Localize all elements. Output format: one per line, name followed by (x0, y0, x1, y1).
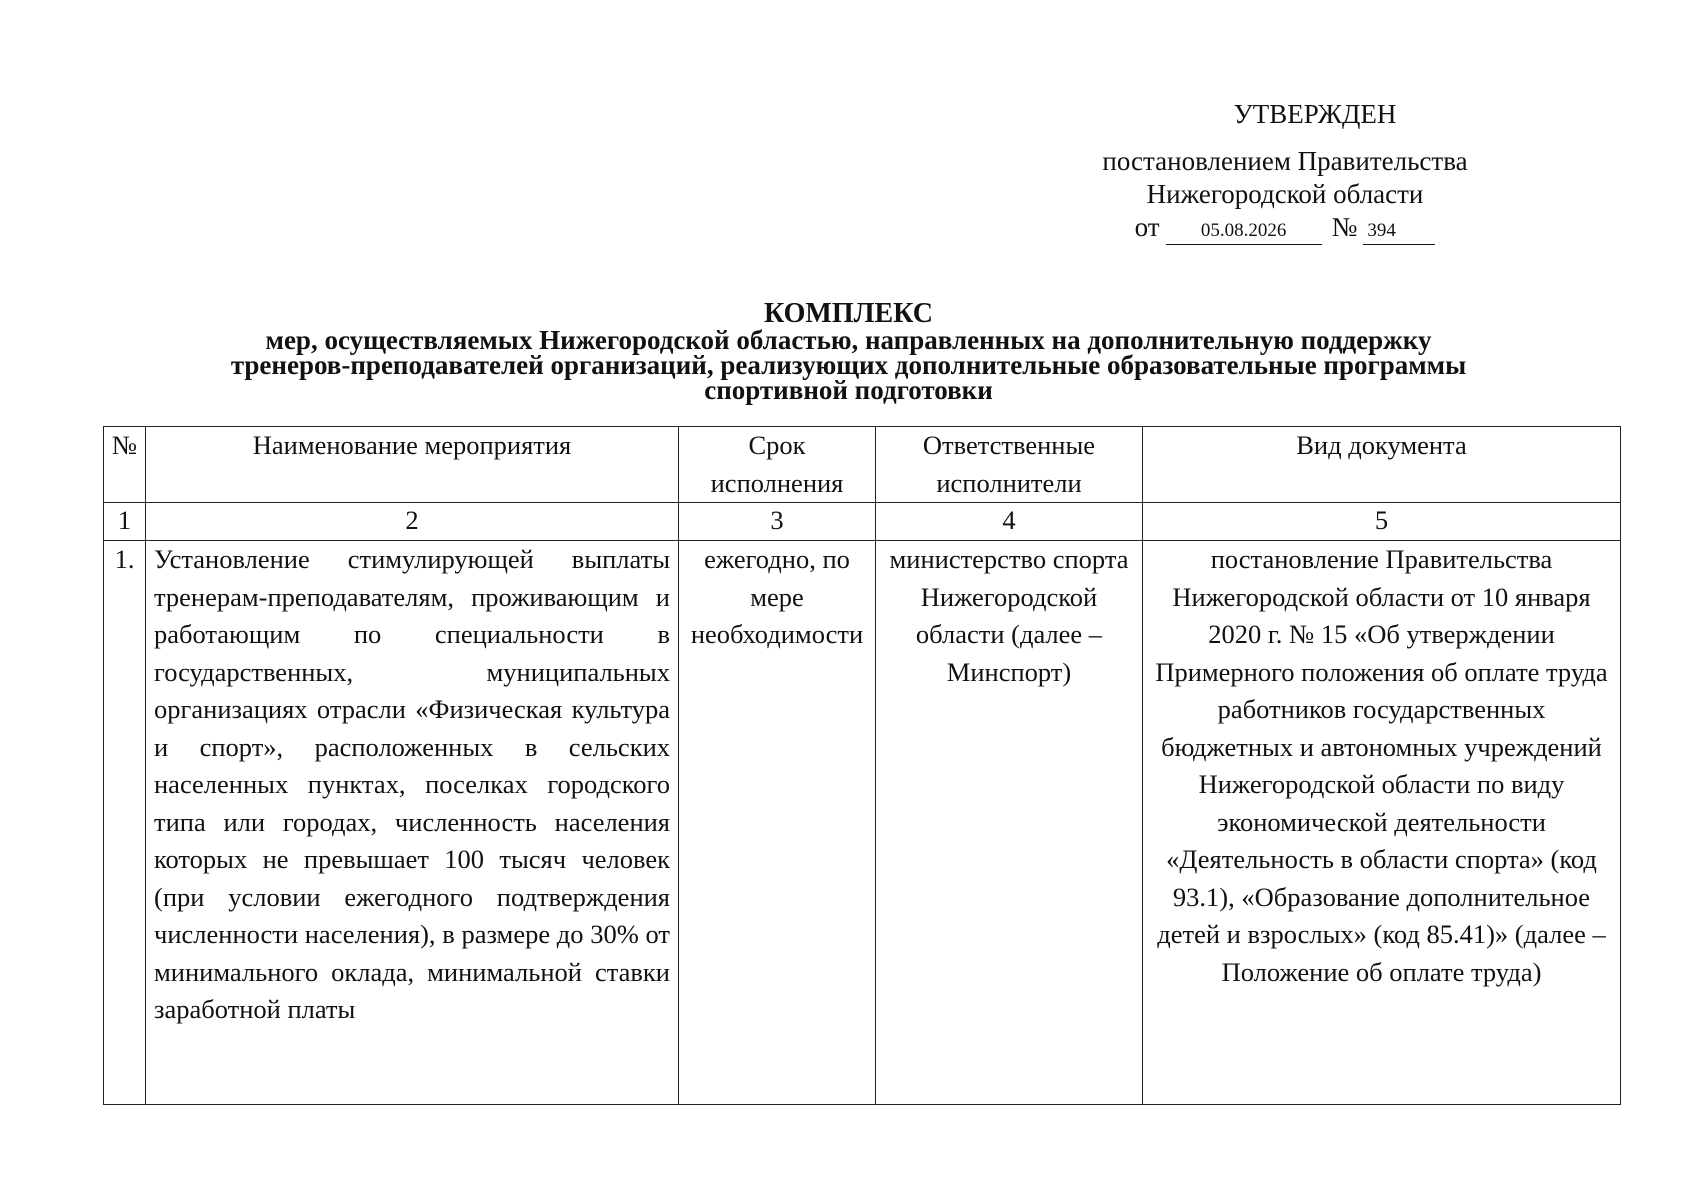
approval-date-row (1060, 211, 1510, 245)
col-number-4: 4 (876, 503, 1143, 541)
approval-date-field: 05.08.2026 (1166, 218, 1322, 245)
approval-line-2: Нижегородской области (1146, 179, 1424, 209)
approval-line-1: постановлением Правительства (1102, 146, 1468, 176)
measures-table (103, 426, 1621, 1105)
col-number-3: 3 (679, 503, 876, 541)
title-line-2: тренеров-преподавателей организаций, реализующих дополнительные образовательные программы (230, 350, 1467, 380)
number-sign: № (1331, 212, 1358, 242)
header-name: Наименование мероприятия (146, 427, 679, 503)
approved-label: УТВЕРЖДЕН (1233, 99, 1397, 129)
table-header-row (104, 427, 1621, 503)
ot-label: от (1134, 212, 1160, 242)
col-number-5: 5 (1143, 503, 1621, 541)
title-main: КОМПЛЕКС (764, 298, 933, 329)
column-number-row (104, 503, 1621, 541)
title-line-1: мер, осуществляемых Нижегородской областью, направленных на дополнительную поддержку (265, 325, 1432, 355)
table-row (104, 541, 1621, 1105)
row-name: Установление стимулирующей выплаты тренерам-преподавателям, проживающим и работающим по специальности в государственных, муниципальных организациях отрасли «Физическая культура и спорт», расположенных в сельских населенных пунктах, поселках городского типа или городах, численность населения которых не превышает 100 тысяч человек (при условии ежегодного подтверждения численности населения), в размере до 30% от минимального оклада, минимальной ставки заработной платы (146, 541, 679, 1105)
header-no: № (104, 427, 146, 503)
approval-number-field: 394 (1363, 218, 1435, 245)
row-responsible: министерство спорта Нижегородской области (далее – Минспорт) (876, 541, 1143, 1105)
col-number-2: 2 (146, 503, 679, 541)
header-responsible: Ответственные исполнители (876, 427, 1143, 503)
document-title (0, 300, 1697, 403)
row-no: 1. (104, 541, 146, 1105)
header-doc: Вид документа (1143, 427, 1621, 503)
approval-stamp (1060, 98, 1510, 245)
row-doc: постановление Правительства Нижегородской области от 10 января 2020 г. № 15 «Об утверждении Примерного положения об оплате труда работников государственных бюджетных и автономных учреждений Нижегородской области по виду экономической деятельности «Деятельность в области спорта» (код 93.1), «Образование дополнительное детей и взрослых» (код 85.41)» (далее – Положение об оплате труда) (1143, 541, 1621, 1105)
col-number-1: 1 (104, 503, 146, 541)
header-term: Срок исполнения (679, 427, 876, 503)
title-line-3: спортивной подготовки (704, 375, 993, 405)
row-term: ежегодно, по мере необходимости (679, 541, 876, 1105)
